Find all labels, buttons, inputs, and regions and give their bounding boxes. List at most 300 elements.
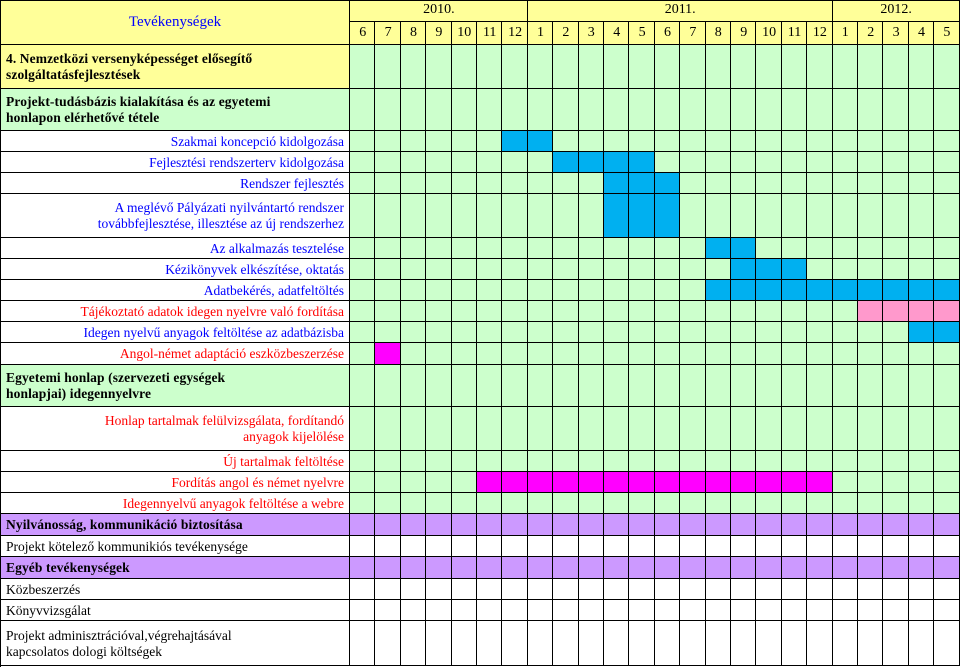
- activity-label: Projekt-tudásbázis kialakítása és az egyetemi honlapon elérhetővé tétele: [6, 94, 271, 125]
- timeline-cell: [629, 407, 654, 451]
- timeline-cell: [553, 343, 578, 365]
- timeline-cell: [553, 152, 578, 173]
- timeline-cell: [782, 45, 807, 89]
- timeline-cell: [426, 322, 451, 343]
- timeline-cell: [553, 365, 578, 407]
- timeline-cell: [756, 579, 781, 600]
- timeline-cell: [502, 493, 527, 514]
- activity-label: Nyilvánosság, kommunikáció biztosítása: [6, 517, 243, 532]
- timeline-cell: [502, 259, 527, 280]
- month-label: 5: [638, 25, 646, 40]
- timeline-cell: [375, 259, 400, 280]
- timeline-cell: [731, 579, 756, 600]
- timeline-cell: [858, 451, 883, 472]
- timeline-cell: [350, 600, 375, 621]
- activity-label: Idegen nyelvű anyagok feltöltése az adatbázisba: [83, 324, 344, 340]
- timeline-cell: [629, 89, 654, 131]
- timeline-cell: [756, 131, 781, 152]
- timeline-cell: [553, 557, 578, 579]
- timeline-cell: [477, 89, 502, 131]
- timeline-cell: [655, 301, 680, 322]
- timeline-cell: [502, 131, 527, 152]
- timeline-cell: [680, 600, 705, 621]
- timeline-cell: [350, 472, 375, 493]
- timeline-cell: [807, 301, 832, 322]
- timeline-cell: [731, 131, 756, 152]
- timeline-cell: [706, 89, 731, 131]
- timeline-cell: [604, 365, 629, 407]
- timeline-cell: [579, 514, 604, 536]
- timeline-cell: [604, 89, 629, 131]
- timeline-cell: [452, 557, 477, 579]
- timeline-cell: [401, 322, 426, 343]
- timeline-cell: [375, 173, 400, 194]
- timeline-cell: [655, 322, 680, 343]
- timeline-cell: [680, 131, 705, 152]
- timeline-cell: [426, 131, 451, 152]
- timeline-cell: [858, 322, 883, 343]
- month-cell: [858, 22, 883, 45]
- activity-label: Tájékoztató adatok idegen nyelvre való fordítása: [80, 303, 344, 319]
- timeline-cell: [934, 194, 959, 238]
- timeline-cell: [680, 173, 705, 194]
- timeline-cell: [350, 407, 375, 451]
- timeline-cell: [756, 45, 781, 89]
- timeline-cell: [782, 322, 807, 343]
- timeline-cell: [375, 579, 400, 600]
- timeline-cell: [680, 493, 705, 514]
- activity-label-cell: [0, 600, 350, 621]
- timeline-cell: [807, 536, 832, 557]
- activity-label-cell: [0, 131, 350, 152]
- timeline-cell: [426, 173, 451, 194]
- timeline-cell: [528, 173, 553, 194]
- timeline-cell: [604, 600, 629, 621]
- timeline-cell: [680, 472, 705, 493]
- month-label: 8: [409, 25, 417, 40]
- month-label: 7: [384, 25, 392, 40]
- timeline-cell: [807, 194, 832, 238]
- timeline-cell: [452, 45, 477, 89]
- timeline-cell: [756, 238, 781, 259]
- timeline-cell: [426, 152, 451, 173]
- timeline-cell: [477, 407, 502, 451]
- timeline-cell: [782, 280, 807, 301]
- timeline-cell: [553, 131, 578, 152]
- month-cell: [883, 22, 908, 45]
- timeline-cell: [706, 152, 731, 173]
- timeline-cell: [731, 493, 756, 514]
- timeline-cell: [401, 579, 426, 600]
- timeline-cell: [452, 280, 477, 301]
- timeline-cell: [528, 238, 553, 259]
- timeline-cell: [477, 238, 502, 259]
- timeline-cell: [350, 451, 375, 472]
- timeline-cell: [477, 322, 502, 343]
- timeline-cell: [934, 621, 959, 666]
- timeline-cell: [883, 621, 908, 666]
- timeline-cell: [731, 322, 756, 343]
- timeline-cell: [909, 238, 934, 259]
- month-cell: [350, 22, 375, 45]
- timeline-cell: [756, 322, 781, 343]
- timeline-cell: [858, 343, 883, 365]
- timeline-cell: [502, 89, 527, 131]
- timeline-cell: [655, 173, 680, 194]
- timeline-cell: [401, 131, 426, 152]
- timeline-cell: [426, 579, 451, 600]
- month-label: 11: [787, 25, 802, 40]
- timeline-cell: [934, 131, 959, 152]
- timeline-cell: [350, 259, 375, 280]
- timeline-cell: [706, 259, 731, 280]
- year-label: 2012.: [880, 2, 912, 17]
- timeline-cell: [629, 557, 654, 579]
- timeline-cell: [756, 259, 781, 280]
- timeline-cell: [553, 493, 578, 514]
- timeline-cell: [655, 600, 680, 621]
- timeline-cell: [655, 280, 680, 301]
- timeline-cell: [528, 131, 553, 152]
- timeline-cell: [756, 514, 781, 536]
- timeline-cell: [909, 621, 934, 666]
- timeline-cell: [426, 89, 451, 131]
- timeline-cell: [452, 152, 477, 173]
- timeline-cell: [350, 557, 375, 579]
- timeline-cell: [782, 557, 807, 579]
- timeline-cell: [579, 131, 604, 152]
- timeline-cell: [858, 600, 883, 621]
- timeline-cell: [553, 238, 578, 259]
- timeline-cell: [477, 131, 502, 152]
- timeline-cell: [629, 536, 654, 557]
- timeline-cell: [833, 472, 858, 493]
- timeline-cell: [909, 557, 934, 579]
- month-label: 10: [762, 25, 777, 40]
- timeline-cell: [833, 407, 858, 451]
- timeline-cell: [680, 301, 705, 322]
- timeline-cell: [807, 343, 832, 365]
- timeline-cell: [731, 194, 756, 238]
- timeline-cell: [680, 238, 705, 259]
- timeline-cell: [452, 514, 477, 536]
- timeline-cell: [909, 173, 934, 194]
- timeline-cell: [807, 173, 832, 194]
- timeline-cell: [579, 600, 604, 621]
- timeline-cell: [629, 194, 654, 238]
- timeline-cell: [553, 89, 578, 131]
- timeline-cell: [833, 152, 858, 173]
- timeline-cell: [782, 536, 807, 557]
- timeline-cell: [731, 343, 756, 365]
- timeline-cell: [858, 557, 883, 579]
- timeline-cell: [452, 472, 477, 493]
- timeline-cell: [629, 259, 654, 280]
- timeline-cell: [706, 343, 731, 365]
- timeline-cell: [604, 173, 629, 194]
- activity-label: Könyvvizsgálat: [6, 602, 91, 618]
- timeline-cell: [375, 472, 400, 493]
- timeline-cell: [604, 579, 629, 600]
- timeline-cell: [833, 280, 858, 301]
- timeline-cell: [477, 451, 502, 472]
- timeline-cell: [858, 238, 883, 259]
- timeline-cell: [731, 536, 756, 557]
- timeline-cell: [604, 472, 629, 493]
- timeline-cell: [426, 472, 451, 493]
- timeline-cell: [375, 365, 400, 407]
- timeline-cell: [883, 557, 908, 579]
- activity-label: Projekt kötelező kommunikiós tevékenysége: [6, 538, 248, 554]
- timeline-cell: [426, 365, 451, 407]
- timeline-cell: [553, 579, 578, 600]
- timeline-cell: [502, 238, 527, 259]
- activity-label: Angol-német adaptáció eszközbeszerzése: [119, 346, 344, 361]
- timeline-cell: [934, 536, 959, 557]
- timeline-cell: [756, 493, 781, 514]
- timeline-cell: [375, 600, 400, 621]
- timeline-cell: [528, 301, 553, 322]
- timeline-cell: [528, 280, 553, 301]
- timeline-cell: [629, 579, 654, 600]
- timeline-cell: [477, 301, 502, 322]
- activity-label-cell: [0, 173, 350, 194]
- timeline-cell: [807, 259, 832, 280]
- timeline-cell: [553, 621, 578, 666]
- timeline-cell: [883, 322, 908, 343]
- month-label: 4: [613, 25, 621, 40]
- timeline-cell: [477, 579, 502, 600]
- timeline-cell: [706, 238, 731, 259]
- timeline-cell: [858, 45, 883, 89]
- timeline-cell: [604, 407, 629, 451]
- timeline-cell: [401, 493, 426, 514]
- timeline-cell: [502, 194, 527, 238]
- timeline-cell: [528, 407, 553, 451]
- timeline-cell: [553, 45, 578, 89]
- timeline-cell: [883, 579, 908, 600]
- timeline-cell: [655, 579, 680, 600]
- timeline-cell: [909, 493, 934, 514]
- timeline-cell: [553, 322, 578, 343]
- timeline-cell: [807, 557, 832, 579]
- timeline-cell: [883, 45, 908, 89]
- activity-label: Egyéb tevékenységek: [6, 560, 130, 575]
- timeline-cell: [833, 343, 858, 365]
- timeline-cell: [756, 600, 781, 621]
- timeline-cell: [680, 365, 705, 407]
- timeline-cell: [833, 259, 858, 280]
- timeline-cell: [655, 194, 680, 238]
- timeline-cell: [629, 301, 654, 322]
- timeline-cell: [452, 173, 477, 194]
- timeline-cell: [833, 600, 858, 621]
- activity-label-cell: [0, 365, 350, 407]
- timeline-cell: [706, 173, 731, 194]
- timeline-cell: [807, 514, 832, 536]
- timeline-cell: [528, 600, 553, 621]
- timeline-cell: [350, 238, 375, 259]
- timeline-cell: [426, 493, 451, 514]
- timeline-cell: [833, 365, 858, 407]
- month-label: 2: [867, 25, 875, 40]
- timeline-cell: [731, 259, 756, 280]
- timeline-cell: [502, 514, 527, 536]
- timeline-cell: [680, 536, 705, 557]
- month-label: 1: [536, 25, 544, 40]
- timeline-cell: [909, 365, 934, 407]
- timeline-cell: [502, 152, 527, 173]
- timeline-cell: [706, 407, 731, 451]
- month-label: 9: [740, 25, 748, 40]
- timeline-cell: [375, 621, 400, 666]
- month-cell: [452, 22, 477, 45]
- month-label: 4: [917, 25, 925, 40]
- timeline-cell: [655, 536, 680, 557]
- timeline-cell: [350, 131, 375, 152]
- timeline-cell: [731, 301, 756, 322]
- timeline-cell: [934, 365, 959, 407]
- timeline-cell: [553, 173, 578, 194]
- timeline-cell: [858, 493, 883, 514]
- timeline-cell: [401, 621, 426, 666]
- timeline-cell: [883, 600, 908, 621]
- timeline-cell: [629, 131, 654, 152]
- timeline-cell: [452, 451, 477, 472]
- timeline-cell: [579, 557, 604, 579]
- timeline-cell: [807, 280, 832, 301]
- timeline-cell: [934, 600, 959, 621]
- timeline-cell: [502, 407, 527, 451]
- timeline-cell: [883, 173, 908, 194]
- timeline-cell: [731, 280, 756, 301]
- timeline-cell: [502, 451, 527, 472]
- timeline-cell: [756, 472, 781, 493]
- timeline-cell: [401, 451, 426, 472]
- timeline-cell: [401, 600, 426, 621]
- activity-label-cell: [0, 579, 350, 600]
- timeline-cell: [731, 45, 756, 89]
- timeline-cell: [629, 280, 654, 301]
- timeline-cell: [426, 194, 451, 238]
- timeline-cell: [401, 238, 426, 259]
- timeline-cell: [553, 536, 578, 557]
- timeline-cell: [579, 152, 604, 173]
- timeline-cell: [706, 493, 731, 514]
- activity-label: 4. Nemzetközi versenyképességet elősegítő szolgáltatásfejlesztések: [6, 51, 253, 82]
- month-cell: [909, 22, 934, 45]
- timeline-cell: [807, 89, 832, 131]
- timeline-cell: [731, 472, 756, 493]
- timeline-cell: [579, 579, 604, 600]
- timeline-cell: [350, 365, 375, 407]
- timeline-cell: [350, 152, 375, 173]
- timeline-cell: [756, 89, 781, 131]
- timeline-cell: [655, 152, 680, 173]
- timeline-cell: [528, 536, 553, 557]
- month-cell: [934, 22, 959, 45]
- timeline-cell: [731, 514, 756, 536]
- timeline-cell: [655, 45, 680, 89]
- timeline-cell: [477, 173, 502, 194]
- timeline-cell: [934, 472, 959, 493]
- timeline-cell: [756, 451, 781, 472]
- timeline-cell: [731, 89, 756, 131]
- timeline-cell: [604, 238, 629, 259]
- timeline-cell: [401, 557, 426, 579]
- timeline-cell: [883, 89, 908, 131]
- timeline-cell: [528, 89, 553, 131]
- month-label: 12: [812, 25, 827, 40]
- timeline-cell: [528, 493, 553, 514]
- timeline-cell: [426, 557, 451, 579]
- timeline-cell: [782, 89, 807, 131]
- timeline-cell: [528, 194, 553, 238]
- timeline-cell: [680, 579, 705, 600]
- timeline-cell: [858, 280, 883, 301]
- timeline-cell: [706, 579, 731, 600]
- timeline-cell: [782, 493, 807, 514]
- activity-label-cell: [0, 280, 350, 301]
- timeline-cell: [883, 451, 908, 472]
- timeline-cell: [350, 45, 375, 89]
- timeline-cell: [477, 600, 502, 621]
- timeline-cell: [655, 493, 680, 514]
- timeline-cell: [782, 621, 807, 666]
- timeline-cell: [579, 343, 604, 365]
- timeline-cell: [756, 173, 781, 194]
- timeline-cell: [934, 280, 959, 301]
- timeline-cell: [579, 238, 604, 259]
- timeline-cell: [833, 45, 858, 89]
- timeline-cell: [350, 280, 375, 301]
- month-label: 6: [663, 25, 671, 40]
- timeline-cell: [934, 557, 959, 579]
- timeline-cell: [833, 557, 858, 579]
- timeline-cell: [350, 194, 375, 238]
- timeline-cell: [579, 493, 604, 514]
- activities-header-cell: [0, 0, 350, 45]
- timeline-cell: [807, 600, 832, 621]
- timeline-cell: [502, 557, 527, 579]
- timeline-cell: [477, 259, 502, 280]
- timeline-cell: [350, 536, 375, 557]
- timeline-cell: [706, 536, 731, 557]
- timeline-cell: [655, 621, 680, 666]
- timeline-cell: [858, 131, 883, 152]
- timeline-cell: [452, 301, 477, 322]
- timeline-cell: [452, 407, 477, 451]
- timeline-cell: [553, 514, 578, 536]
- timeline-cell: [350, 322, 375, 343]
- timeline-cell: [782, 407, 807, 451]
- timeline-cell: [680, 194, 705, 238]
- timeline-cell: [909, 600, 934, 621]
- timeline-cell: [553, 194, 578, 238]
- month-label: 5: [943, 25, 951, 40]
- timeline-cell: [375, 152, 400, 173]
- timeline-cell: [528, 152, 553, 173]
- timeline-cell: [452, 131, 477, 152]
- timeline-cell: [934, 173, 959, 194]
- month-label: 10: [457, 25, 472, 40]
- timeline-cell: [604, 343, 629, 365]
- timeline-cell: [604, 451, 629, 472]
- timeline-cell: [883, 131, 908, 152]
- timeline-cell: [629, 322, 654, 343]
- timeline-cell: [579, 194, 604, 238]
- timeline-cell: [629, 152, 654, 173]
